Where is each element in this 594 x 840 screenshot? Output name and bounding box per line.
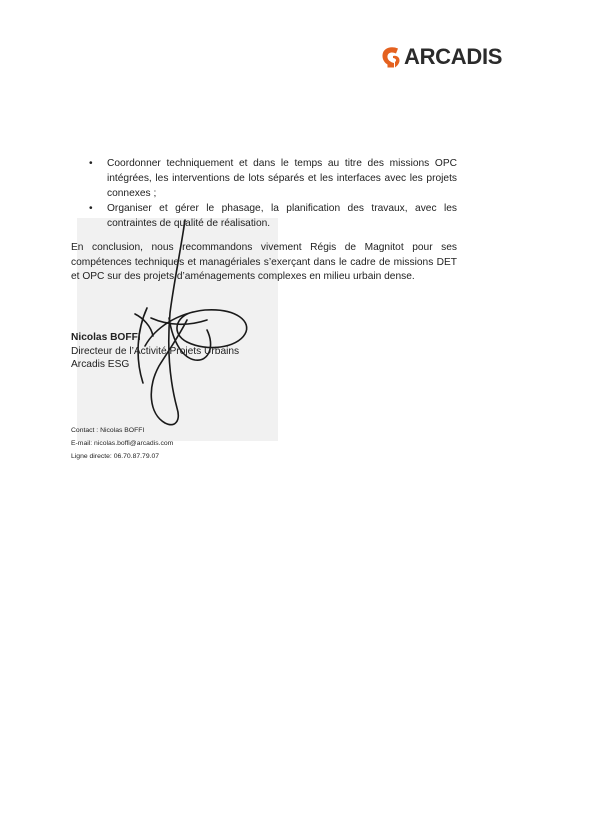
signatory-company: Arcadis ESG (71, 359, 130, 371)
bullet-item (89, 201, 457, 231)
logo-wordmark: ARCADIS (404, 44, 503, 69)
bullet-text: Organiser et gérer le phasage, la planification des travaux, avec les contraintes de qualité de réalisation. (107, 203, 457, 229)
bullet-item (89, 156, 457, 201)
bullet-text: Coordonner techniquement et dans le temps au titre des missions OPC intégrées, les interventions de lots séparés et les interfaces avec les projets connexes ; (107, 158, 457, 199)
signatory-title: Directeur de l’Activité Projets Urbains (71, 345, 240, 357)
bullet-dot: • (89, 203, 93, 214)
bullet-list (89, 156, 457, 231)
signatory-block (71, 331, 239, 372)
contact-line: Contact : Nicolas BOFFI (71, 427, 145, 434)
arcadis-logo (381, 44, 521, 70)
signatory-name: Nicolas BOFFI (71, 332, 141, 343)
conclusion-paragraph: En conclusion, nous recommandons vivement Régis de Magnitot pour ses compétences techniques et managériales s’exerçant dans le cadre de missions DET et OPC sur des projets d’aménagements complexes en milieu urbain dense. (71, 242, 457, 283)
email-line: E-mail: nicolas.boffi@arcadis.com (71, 440, 174, 447)
arcadis-logo-icon (381, 46, 401, 68)
bullet-dot: • (89, 158, 93, 169)
phone-line: Ligne directe: 06.70.87.79.07 (71, 453, 160, 460)
contact-block (71, 424, 173, 463)
